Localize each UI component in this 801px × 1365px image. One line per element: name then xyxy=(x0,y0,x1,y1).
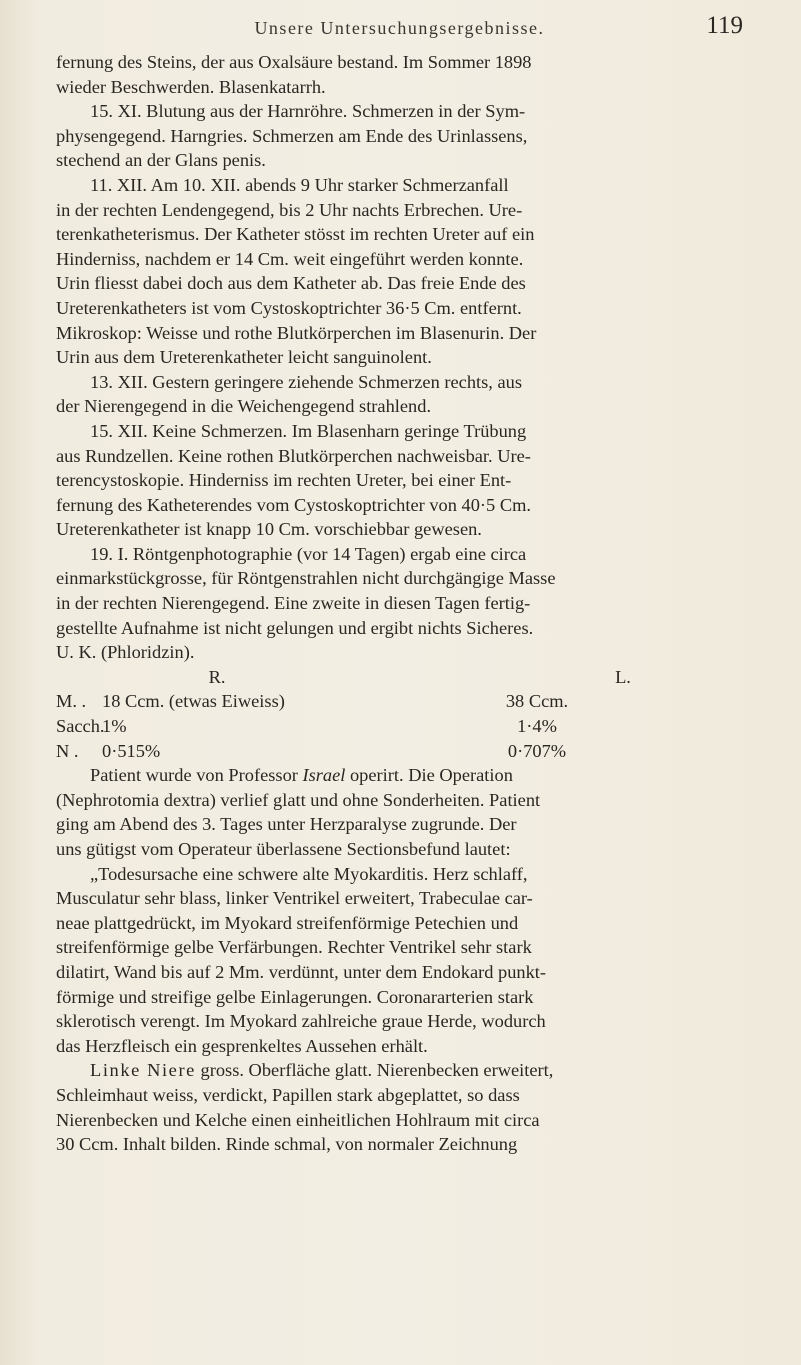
row-right-value: 1% xyxy=(102,716,127,737)
text-line: sklerotisch verengt. Im Myokard zahlreiche graue Herde, wodurch xyxy=(56,1011,546,1032)
table-header xyxy=(56,665,743,690)
text-line: der Nierengegend in die Weichengegend strahlend. xyxy=(56,396,432,417)
text-line: förmige und streifige gelbe Einlagerungen. Coronararterien stark xyxy=(56,986,534,1007)
spaced-term: Linke Niere xyxy=(90,1060,196,1081)
row-left-value: 0·707% xyxy=(507,740,567,761)
body-text-1 xyxy=(56,50,743,665)
text-line: Urin fliesst dabei doch aus dem Katheter ab. Das freie Ende des xyxy=(56,273,526,294)
text-line: Mikroskop: Weisse und rothe Blutkörperchen im Blasenurin. Der xyxy=(56,322,537,343)
page-header xyxy=(56,10,743,50)
row-left-value: 38 Ccm. xyxy=(505,691,569,712)
header-left: L. xyxy=(615,666,631,687)
table-row xyxy=(56,714,743,739)
text-line: Nierenbecken und Kelche einen einheitlichen Hohlraum mit circa xyxy=(56,1109,540,1130)
text-line: aus Rundzellen. Keine rothen Blutkörperchen nachweisbar. Ure- xyxy=(56,445,531,466)
text-line: 19. I. Röntgenphotographie (vor 14 Tagen) ergab eine circa xyxy=(90,543,527,564)
text-line: 15. XI. Blutung aus der Harnröhre. Schmerzen in der Sym- xyxy=(90,101,526,122)
text-line: terenkatheterismus. Der Katheter stösst im rechten Ureter auf ein xyxy=(56,224,535,245)
text-line: das Herzfleisch ein gesprenkeltes Aussehen erhält. xyxy=(56,1035,428,1056)
text-line: Hinderniss, nachdem er 14 Cm. weit eingeführt werden konnte. xyxy=(56,248,524,269)
text-line: einmarkstückgrosse, für Röntgenstrahlen nicht durchgängige Masse xyxy=(56,568,556,589)
text-line xyxy=(56,763,743,788)
text-line: physengegend. Harngries. Schmerzen am Ende des Urinlassens, xyxy=(56,125,528,146)
row-label: Sacch. xyxy=(56,716,105,737)
table-row xyxy=(56,739,743,764)
text-line: neae plattgedrückt, im Myokard streifenförmige Petechien und xyxy=(56,912,519,933)
text-line: wieder Beschwerden. Blasenkatarrh. xyxy=(56,76,326,97)
urine-table xyxy=(56,665,743,763)
text-line: Musculatur sehr blass, linker Ventrikel erweitert, Trabeculae car- xyxy=(56,888,533,909)
text-line: stechend an der Glans penis. xyxy=(56,150,266,171)
body-text-2 xyxy=(56,763,743,1157)
text-line: „Todesursache eine schwere alte Myokarditis. Herz schlaff, xyxy=(90,863,528,884)
table-row xyxy=(56,689,743,714)
text-line: streifenförmige gelbe Verfärbungen. Rechter Ventrikel sehr stark xyxy=(56,937,532,958)
row-left-value: 1·4% xyxy=(517,716,557,737)
text-line: in der rechten Nierengegend. Eine zweite in diesen Tagen fertig- xyxy=(56,593,531,614)
text-line: 30 Ccm. Inhalt bilden. Rinde schmal, von normaler Zeichnung xyxy=(56,1134,518,1155)
text-line: gestellte Aufnahme ist nicht gelungen und ergibt nichts Sicheres. xyxy=(56,617,534,638)
text-line: 15. XII. Keine Schmerzen. Im Blasenharn geringe Trübung xyxy=(90,420,527,441)
text-fragment: Patient wurde von Professor xyxy=(90,765,303,786)
text-line: terencystoskopie. Hinderniss im rechten Ureter, bei einer Ent- xyxy=(56,470,512,491)
running-head: Unsere Untersuchungsergebnisse. xyxy=(254,18,545,38)
text-line: fernung des Katheterendes vom Cystoskoptrichter von 40·5 Cm. xyxy=(56,494,531,515)
row-label: N . xyxy=(56,740,79,761)
text-line: Urin aus dem Ureterenkatheter leicht sanguinolent. xyxy=(56,347,432,368)
header-right: R. xyxy=(208,666,226,687)
row-right-value: 0·515% xyxy=(102,740,161,761)
text-fragment: operirt. Die Operation xyxy=(345,765,513,786)
text-line: uns gütigst vom Operateur überlassene Sectionsbefund lautet: xyxy=(56,839,511,859)
text-line xyxy=(56,1058,743,1083)
text-line: (Nephrotomia dextra) verlief glatt und ohne Sonderheiten. Patient xyxy=(56,789,541,810)
page-number: 119 xyxy=(706,12,743,39)
text-fragment: gross. Oberfläche glatt. Nierenbecken erweitert, xyxy=(195,1060,554,1081)
text-line: ging am Abend des 3. Tages unter Herzparalyse zugrunde. Der xyxy=(56,814,517,835)
row-right-value: 18 Ccm. (etwas Eiweiss) xyxy=(102,691,285,712)
text-line: Schleimhaut weiss, verdickt, Papillen stark abgeplattet, so dass xyxy=(56,1084,520,1105)
row-label: M. . xyxy=(56,691,87,712)
text-line: fernung des Steins, der aus Oxalsäure bestand. Im Sommer 1898 xyxy=(56,52,532,72)
text-line: dilatirt, Wand bis auf 2 Mm. verdünnt, unter dem Endokard punkt- xyxy=(56,961,547,982)
text-line: 13. XII. Gestern geringere ziehende Schmerzen rechts, aus xyxy=(90,371,522,392)
text-line: Ureterenkatheters ist vom Cystoskoptrichter 36·5 Cm. entfernt. xyxy=(56,297,522,318)
text-line: Ureterenkatheter ist knapp 10 Cm. vorschiebbar gewesen. xyxy=(56,519,482,540)
text-line: U. K. (Phloridzin). xyxy=(56,642,195,663)
text-line: 11. XII. Am 10. XII. abends 9 Uhr starker Schmerzanfall xyxy=(90,174,509,195)
surgeon-name: Israel xyxy=(302,765,346,786)
text-line: in der rechten Lendengegend, bis 2 Uhr nachts Erbrechen. Ure- xyxy=(56,199,523,220)
